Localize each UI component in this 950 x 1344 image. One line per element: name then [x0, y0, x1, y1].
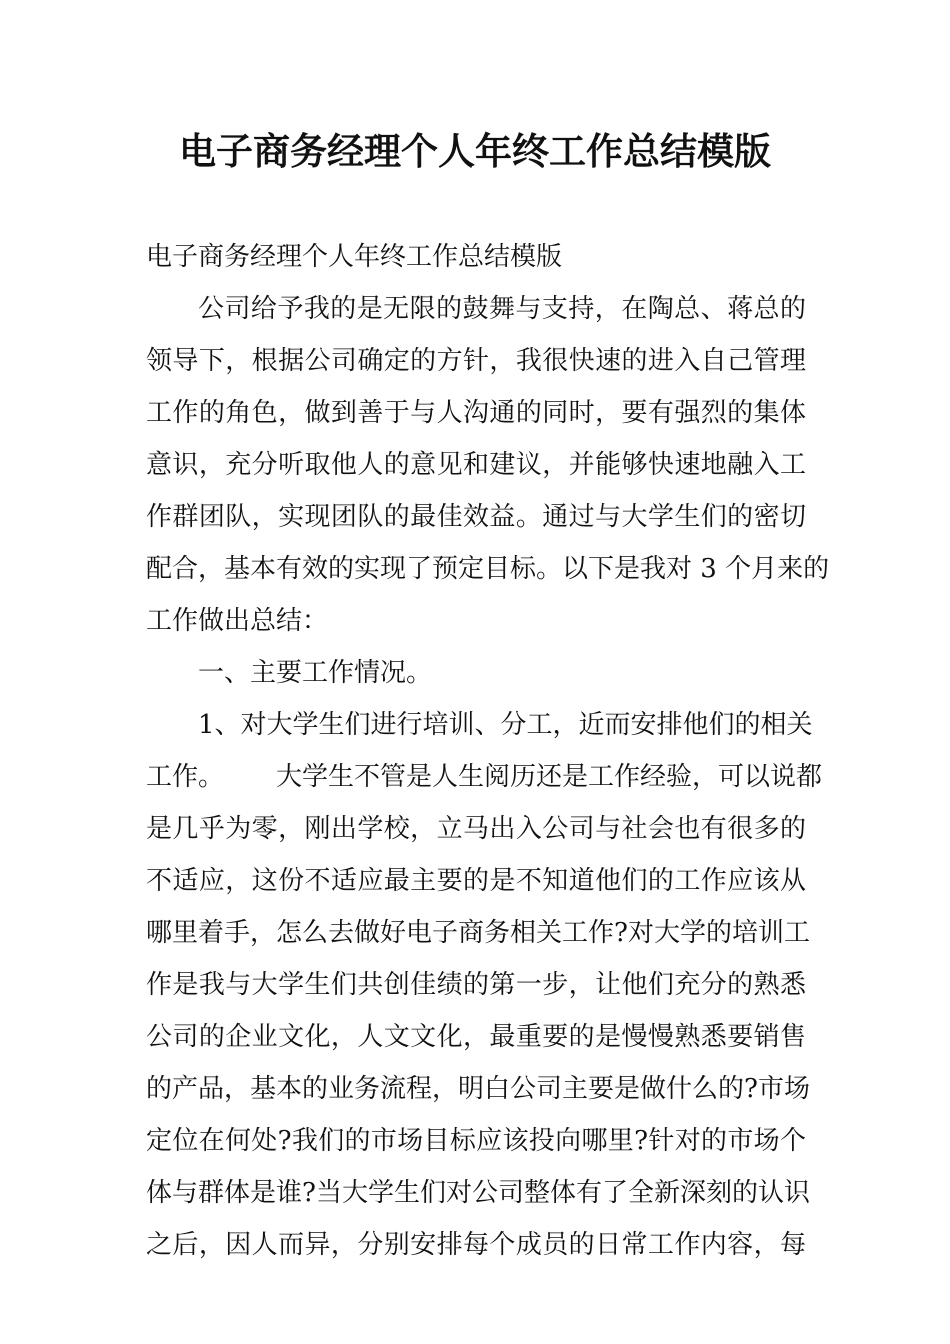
- paragraph-line: 哪里着手，怎么去做好电子商务相关工作?对大学的培训工: [146, 918, 810, 948]
- paragraph-line: 作群团队，实现团队的最佳效益。通过与大学生们的密切: [146, 502, 806, 532]
- paragraph-line: 是几乎为零，刚出学校，立马出入公司与社会也有很多的: [146, 814, 806, 844]
- paragraph-line: 的产品，基本的业务流程，明白公司主要是做什么的?市场: [146, 1074, 810, 1104]
- paragraph-line: [146, 751, 823, 803]
- document-body: [146, 231, 830, 1271]
- paragraph-line: 工作做出总结：: [146, 606, 329, 636]
- paragraph-line: 作是我与大学生们共创佳绩的第一步，让他们充分的熟悉: [146, 970, 806, 1000]
- paragraph-line: 配合，基本有效的实现了预定目标。以下是我对 3 个月来的: [146, 554, 830, 584]
- paragraph-line-start: 工作。: [146, 762, 225, 792]
- paragraph-line: 公司的企业文化，人文文化，最重要的是慢慢熟悉要销售: [146, 1022, 806, 1052]
- paragraph-line: 1、对大学生们进行培训、分工，近而安排他们的相关: [198, 710, 813, 740]
- paragraph-line: 不适应，这份不适应最主要的是不知道他们的工作应该从: [146, 866, 806, 896]
- paragraph-line: 公司给予我的是无限的鼓舞与支持，在陶总、蒋总的: [198, 294, 806, 324]
- document-subtitle: 电子商务经理个人年终工作总结模版: [146, 242, 563, 272]
- document-title: 电子商务经理个人年终工作总结模版: [179, 130, 771, 173]
- paragraph-line: 之后，因人而异，分别安排每个成员的日常工作内容，每: [146, 1230, 806, 1260]
- paragraph-line: 体与群体是谁?当大学生们对公司整体有了全新深刻的认识: [146, 1178, 810, 1208]
- section-heading: 一、主要工作情况。: [198, 658, 433, 688]
- paragraph-line: 定位在何处?我们的市场目标应该投向哪里?针对的市场个: [146, 1126, 806, 1156]
- paragraph-line: 工作的角色，做到善于与人沟通的同时，要有强烈的集体: [146, 398, 806, 428]
- paragraph-line-rest: 大学生不管是人生阅历还是工作经验，可以说都: [276, 762, 823, 792]
- paragraph-line: 意识，充分听取他人的意见和建议，并能够快速地融入工: [146, 450, 806, 480]
- paragraph-line: 领导下，根据公司确定的方针，我很快速的进入自己管理: [146, 346, 806, 376]
